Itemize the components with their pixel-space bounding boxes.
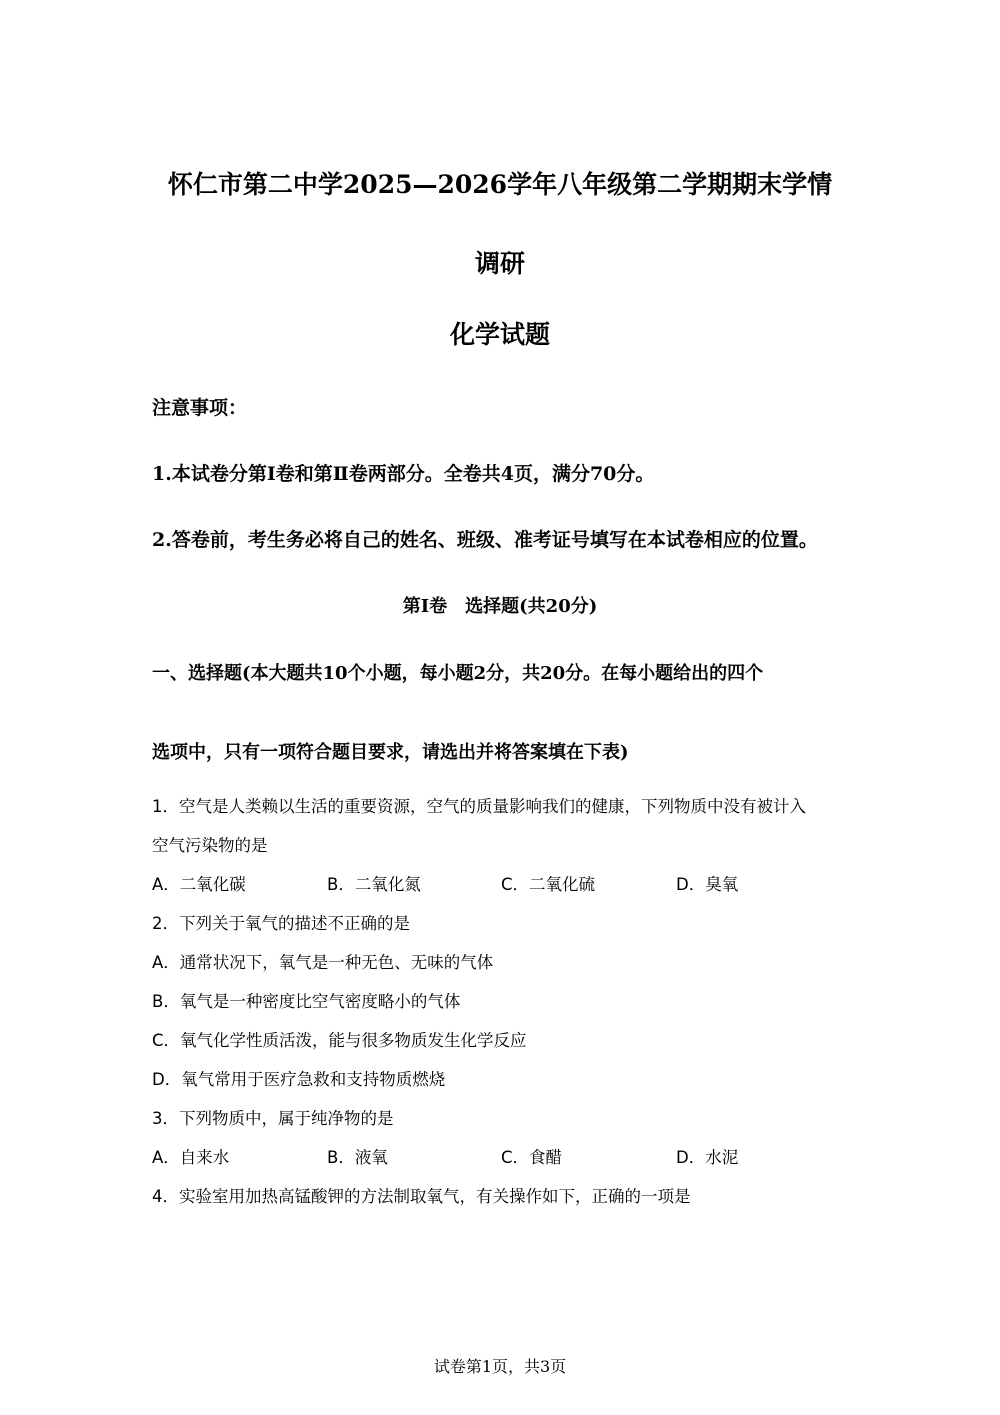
exam-title-line1: 怀仁市第二中学2025—2026学年八年级第二学期期末学情	[167, 170, 833, 199]
question-4-stem: 4．实验室用加热高锰酸钾的方法制取氧气，有关操作如下，正确的一项是	[152, 1187, 691, 1206]
section-instructions-line1: 一、选择题(本大题共10个小题，每小题2分，共20分。在每小题给出的四个	[152, 663, 764, 684]
question-2-option-b: B．氧气是一种密度比空气密度略小的气体	[152, 992, 461, 1011]
question-3-option-c: C．食醋	[501, 1148, 563, 1167]
question-2-option-d: D．氧气常用于医疗急救和支持物质燃烧	[152, 1070, 446, 1089]
question-2-option-c: C．氧气化学性质活泼，能与很多物质发生化学反应	[152, 1031, 527, 1050]
notes-item-2: 2.答卷前，考生务必将自己的姓名、班级、准考证号填写在本试卷相应的位置。	[152, 529, 818, 551]
part-title: 第Ⅰ卷 选择题(共20分)	[402, 596, 598, 617]
question-1-stem-line2: 空气污染物的是	[152, 836, 268, 855]
question-1-option-b: B．二氧化氮	[327, 875, 421, 894]
subject-title: 化学试题	[449, 320, 550, 349]
question-3-option-a: A．自来水	[152, 1148, 230, 1167]
question-1-option-a: A．二氧化碳	[152, 875, 246, 894]
notes-heading: 注意事项：	[152, 397, 248, 419]
question-1-option-c: C．二氧化硫	[501, 875, 596, 894]
question-3-option-d: D．水泥	[676, 1148, 739, 1167]
question-1-stem-line1: 1．空气是人类赖以生活的重要资源，空气的质量影响我们的健康，下列物质中没有被计入	[152, 797, 806, 816]
section-instructions-line2: 选项中，只有一项符合题目要求，请选出并将答案填在下表)	[152, 742, 629, 763]
question-3-stem: 3．下列物质中，属于纯净物的是	[152, 1109, 394, 1128]
question-2-stem: 2．下列关于氧气的描述不正确的是	[152, 914, 410, 933]
question-3-option-b: B．液氧	[327, 1148, 388, 1167]
page-footer: 试卷第1页，共3页	[433, 1357, 567, 1376]
notes-item-1: 1.本试卷分第Ⅰ卷和第Ⅱ卷两部分。全卷共4页，满分70分。	[152, 463, 655, 485]
question-2-option-a: A．通常状况下，氧气是一种无色、无味的气体	[152, 953, 494, 972]
exam-title-line2: 调研	[474, 249, 525, 278]
question-1-option-d: D．臭氧	[676, 875, 739, 894]
